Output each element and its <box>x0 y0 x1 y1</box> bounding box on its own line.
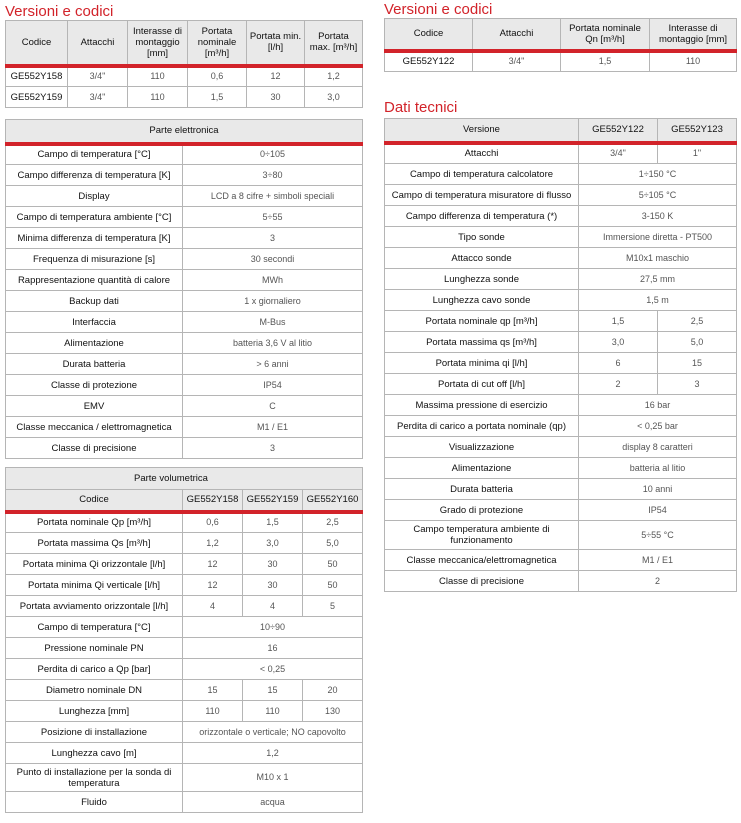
table-cell: 110 <box>128 87 188 108</box>
col-header: GE552Y160 <box>303 490 363 512</box>
row-value: < 0,25 <box>183 659 363 680</box>
row-value: 12 <box>183 575 243 596</box>
col-header: GE552Y159 <box>243 490 303 512</box>
table-row <box>6 87 363 108</box>
row-label: Campo di temperatura [°C] <box>6 617 183 638</box>
row-label: Portata minima qi [l/h] <box>385 353 579 374</box>
col-header: Portata max. [m³/h] <box>305 21 363 66</box>
row-label: Portata di cut off [l/h] <box>385 374 579 395</box>
row-value: 0,6 <box>183 512 243 533</box>
row-label: Portata massima qs [m³/h] <box>385 332 579 353</box>
row-value: 3 <box>183 228 363 249</box>
row-value: 1 x giornaliero <box>183 291 363 312</box>
table-row <box>6 207 363 228</box>
table-row <box>6 792 363 813</box>
row-value: M1 / E1 <box>183 417 363 438</box>
col-header: Codice <box>6 21 68 66</box>
table-row <box>385 51 737 72</box>
row-value: 30 secondi <box>183 249 363 270</box>
row-label: Portata nominale Qp [m³/h] <box>6 512 183 533</box>
row-value: 12 <box>183 554 243 575</box>
row-value: 3 <box>183 438 363 459</box>
row-label: Lunghezza [mm] <box>6 701 183 722</box>
table-row <box>385 571 737 592</box>
row-label: Interfaccia <box>6 312 183 333</box>
table-row <box>6 186 363 207</box>
table-row <box>385 479 737 500</box>
table-cell: 3,0 <box>305 87 363 108</box>
table-row <box>6 375 363 396</box>
table-cell: 110 <box>650 51 737 72</box>
row-value: 16 bar <box>579 395 737 416</box>
volumetrica-title-row <box>6 468 363 490</box>
row-value: 3÷80 <box>183 165 363 186</box>
elettronica-table <box>5 119 363 459</box>
row-value: 30 <box>243 575 303 596</box>
row-value: 2 <box>579 571 737 592</box>
row-value: 10 anni <box>579 479 737 500</box>
table-row <box>6 533 363 554</box>
table-row <box>6 396 363 417</box>
code-cell: GE552Y159 <box>6 87 68 108</box>
row-value: 15 <box>243 680 303 701</box>
table-row <box>6 575 363 596</box>
table-cell: 12 <box>247 66 305 87</box>
table-cell: 0,6 <box>188 66 247 87</box>
row-label: Durata batteria <box>6 354 183 375</box>
row-value: 10÷90 <box>183 617 363 638</box>
row-label: Campo di temperatura ambiente [°C] <box>6 207 183 228</box>
row-value: 5 <box>303 596 363 617</box>
row-value: 5,0 <box>658 332 737 353</box>
row-value: batteria al litio <box>579 458 737 479</box>
row-label: Classe di precisione <box>6 438 183 459</box>
row-value: 1,2 <box>183 743 363 764</box>
versions-right-title: Versioni e codici <box>384 1 493 18</box>
row-value: 130 <box>303 701 363 722</box>
row-value: < 0,25 bar <box>579 416 737 437</box>
row-label: Attacco sonde <box>385 248 579 269</box>
row-label: Punto di installazione per la sonda di temperatura <box>6 764 183 792</box>
volumetrica-header-row <box>6 490 363 512</box>
col-header: Attacchi <box>68 21 128 66</box>
table-row <box>385 458 737 479</box>
table-row <box>385 185 737 206</box>
row-value: 3/4" <box>579 143 658 164</box>
section-title: Parte volumetrica <box>6 468 363 490</box>
table-row <box>6 638 363 659</box>
table-cell: 110 <box>128 66 188 87</box>
row-value: 30 <box>243 554 303 575</box>
versions-right-header-row <box>385 19 737 51</box>
row-label: Campo di temperatura misuratore di flusso <box>385 185 579 206</box>
row-value: 3 <box>658 374 737 395</box>
row-value: LCD a 8 cifre + simboli speciali <box>183 186 363 207</box>
table-row <box>6 249 363 270</box>
row-label: Grado di protezione <box>385 500 579 521</box>
table-row <box>6 764 363 792</box>
table-row <box>6 354 363 375</box>
table-row <box>385 332 737 353</box>
col-header: Versione <box>385 119 579 143</box>
row-label: Portata avviamento orizzontale [l/h] <box>6 596 183 617</box>
col-header: Codice <box>385 19 473 51</box>
table-row <box>385 437 737 458</box>
row-label: Backup dati <box>6 291 183 312</box>
row-value: 15 <box>658 353 737 374</box>
col-header: Interasse di montaggio [mm] <box>650 19 737 51</box>
row-value: 2,5 <box>658 311 737 332</box>
row-label: Diametro nominale DN <box>6 680 183 701</box>
section-title: Parte elettronica <box>6 120 363 144</box>
row-label: Frequenza di misurazione [s] <box>6 249 183 270</box>
col-header: GE552Y122 <box>579 119 658 143</box>
table-row <box>6 270 363 291</box>
table-row <box>6 722 363 743</box>
code-cell: GE552Y158 <box>6 66 68 87</box>
versions-left-table <box>5 20 363 108</box>
table-row <box>6 66 363 87</box>
row-label: Portata nominale qp [m³/h] <box>385 311 579 332</box>
row-value: IP54 <box>579 500 737 521</box>
row-value: 15 <box>183 680 243 701</box>
col-header: Interasse di montaggio [mm] <box>128 21 188 66</box>
row-label: Rappresentazione quantità di calore <box>6 270 183 291</box>
col-header: Portata min. [l/h] <box>247 21 305 66</box>
row-label: Campo differenza di temperatura (*) <box>385 206 579 227</box>
row-label: Display <box>6 186 183 207</box>
col-header: Attacchi <box>473 19 561 51</box>
row-value: 110 <box>183 701 243 722</box>
row-value: 2 <box>579 374 658 395</box>
row-label: Visualizzazione <box>385 437 579 458</box>
table-row <box>6 144 363 165</box>
row-label: Perdita di carico a Qp [bar] <box>6 659 183 680</box>
table-row <box>385 164 737 185</box>
row-value: batteria 3,6 V al litio <box>183 333 363 354</box>
row-label: Lunghezza cavo sonde <box>385 290 579 311</box>
table-row <box>385 269 737 290</box>
row-label: Pressione nominale PN <box>6 638 183 659</box>
row-value: 3-150 K <box>579 206 737 227</box>
table-row <box>6 417 363 438</box>
table-cell: 30 <box>247 87 305 108</box>
row-value: Immersione diretta - PT500 <box>579 227 737 248</box>
row-value: 1,5 <box>243 512 303 533</box>
row-label: Tipo sonde <box>385 227 579 248</box>
row-label: Portata minima Qi verticale [l/h] <box>6 575 183 596</box>
table-row <box>6 228 363 249</box>
table-row <box>385 550 737 571</box>
versions-left-header-row <box>6 21 363 66</box>
row-label: Posizione di installazione <box>6 722 183 743</box>
row-label: Classe di protezione <box>6 375 183 396</box>
row-label: Alimentazione <box>385 458 579 479</box>
row-value: 16 <box>183 638 363 659</box>
table-cell: 1,5 <box>561 51 650 72</box>
row-value: 4 <box>183 596 243 617</box>
row-value: acqua <box>183 792 363 813</box>
row-label: Fluido <box>6 792 183 813</box>
table-cell: 1,2 <box>305 66 363 87</box>
row-value: M10x1 maschio <box>579 248 737 269</box>
table-row <box>385 227 737 248</box>
col-header: Portata nominale Qn [m³/h] <box>561 19 650 51</box>
row-value: IP54 <box>183 375 363 396</box>
row-value: 5÷105 °C <box>579 185 737 206</box>
row-value: M-Bus <box>183 312 363 333</box>
row-value: M10 x 1 <box>183 764 363 792</box>
table-row <box>385 416 737 437</box>
row-label: Durata batteria <box>385 479 579 500</box>
tecnici-title: Dati tecnici <box>384 99 458 116</box>
row-label: Campo differenza di temperatura [K] <box>6 165 183 186</box>
row-value: orizzontale o verticale; NO capovolto <box>183 722 363 743</box>
table-row <box>385 353 737 374</box>
row-value: 1,2 <box>183 533 243 554</box>
table-row <box>6 438 363 459</box>
row-label: Campo di temperatura [°C] <box>6 144 183 165</box>
row-value: M1 / E1 <box>579 550 737 571</box>
row-label: Campo temperatura ambiente di funzionamento <box>385 521 579 550</box>
table-row <box>385 374 737 395</box>
row-value: 5,0 <box>303 533 363 554</box>
row-value: 6 <box>579 353 658 374</box>
tecnici-table <box>384 118 737 592</box>
versions-left-title: Versioni e codici <box>5 3 114 20</box>
table-cell: 3/4" <box>68 87 128 108</box>
tecnici-header-row <box>385 119 737 143</box>
table-row <box>6 743 363 764</box>
table-row <box>385 395 737 416</box>
table-row <box>6 333 363 354</box>
row-value: MWh <box>183 270 363 291</box>
row-value: 5÷55 <box>183 207 363 228</box>
row-value: 1,5 <box>579 311 658 332</box>
row-label: Portata minima Qi orizzontale [l/h] <box>6 554 183 575</box>
table-cell: 3/4" <box>68 66 128 87</box>
table-row <box>6 701 363 722</box>
table-row <box>385 500 737 521</box>
row-value: 3,0 <box>579 332 658 353</box>
row-value: 1,5 m <box>579 290 737 311</box>
code-cell: GE552Y122 <box>385 51 473 72</box>
table-row <box>6 554 363 575</box>
row-label: Perdita di carico a portata nominale (qp) <box>385 416 579 437</box>
row-value: 5÷55 °C <box>579 521 737 550</box>
row-value: 3,0 <box>243 533 303 554</box>
row-value: display 8 caratteri <box>579 437 737 458</box>
table-cell: 1,5 <box>188 87 247 108</box>
row-value: 2,5 <box>303 512 363 533</box>
table-row <box>385 311 737 332</box>
row-label: EMV <box>6 396 183 417</box>
table-row <box>6 512 363 533</box>
row-value: > 6 anni <box>183 354 363 375</box>
table-row <box>385 206 737 227</box>
col-header: Portata nominale [m³/h] <box>188 21 247 66</box>
row-value: 4 <box>243 596 303 617</box>
row-value: 50 <box>303 575 363 596</box>
row-label: Campo di temperatura calcolatore <box>385 164 579 185</box>
row-value: 110 <box>243 701 303 722</box>
row-value: 1" <box>658 143 737 164</box>
row-value: 27,5 mm <box>579 269 737 290</box>
table-row <box>385 248 737 269</box>
row-value: 50 <box>303 554 363 575</box>
row-value: C <box>183 396 363 417</box>
row-label: Portata massima Qs [m³/h] <box>6 533 183 554</box>
col-header: GE552Y123 <box>658 119 737 143</box>
row-label: Classe di precisione <box>385 571 579 592</box>
col-header: GE552Y158 <box>183 490 243 512</box>
table-row <box>385 143 737 164</box>
row-label: Lunghezza sonde <box>385 269 579 290</box>
row-value: 1÷150 °C <box>579 164 737 185</box>
table-row <box>6 291 363 312</box>
table-row <box>6 165 363 186</box>
versions-right-table <box>384 18 737 72</box>
table-cell: 3/4" <box>473 51 561 72</box>
row-label: Classe meccanica / elettromagnetica <box>6 417 183 438</box>
volumetrica-table <box>5 467 363 813</box>
row-label: Lunghezza cavo [m] <box>6 743 183 764</box>
table-row <box>6 596 363 617</box>
table-row <box>6 659 363 680</box>
elettronica-header-row <box>6 120 363 144</box>
row-label: Classe meccanica/elettromagnetica <box>385 550 579 571</box>
table-row <box>6 312 363 333</box>
row-label: Alimentazione <box>6 333 183 354</box>
table-row <box>385 290 737 311</box>
row-label: Minima differenza di temperatura [K] <box>6 228 183 249</box>
row-label: Attacchi <box>385 143 579 164</box>
row-label: Massima pressione di esercizio <box>385 395 579 416</box>
table-row <box>385 521 737 550</box>
table-row <box>6 680 363 701</box>
table-row <box>6 617 363 638</box>
row-value: 0÷105 <box>183 144 363 165</box>
col-header: Codice <box>6 490 183 512</box>
row-value: 20 <box>303 680 363 701</box>
